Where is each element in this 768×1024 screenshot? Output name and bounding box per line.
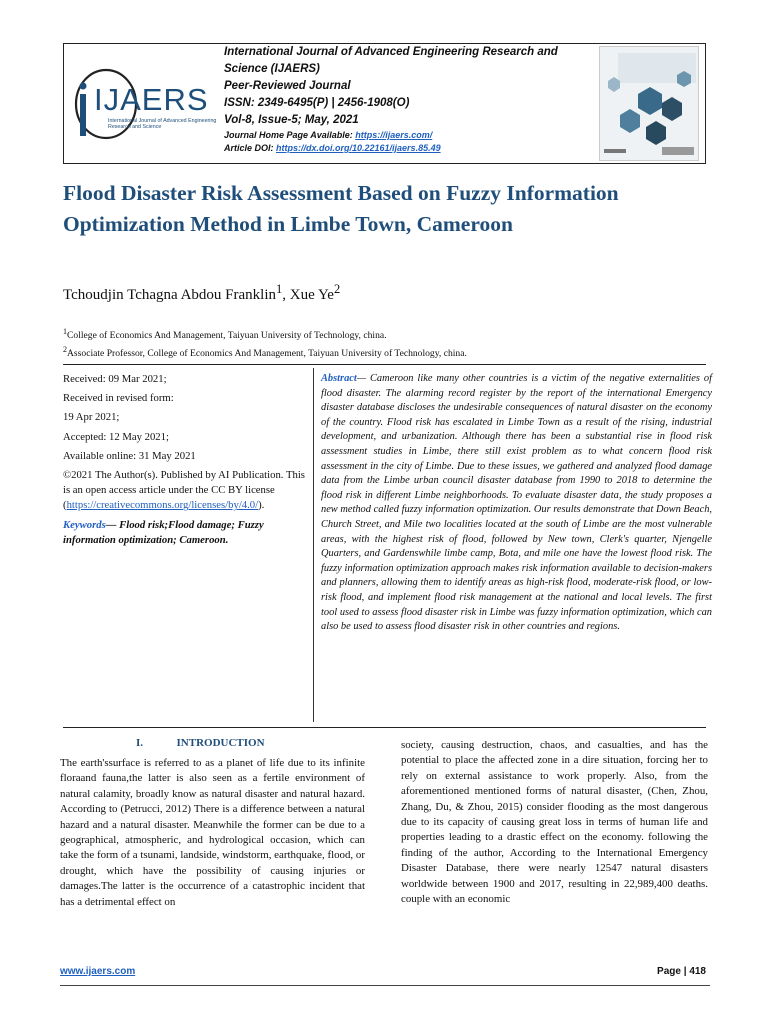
peer-reviewed: Peer-Reviewed Journal xyxy=(224,80,351,92)
section-title: INTRODUCTION xyxy=(176,737,265,749)
affiliation-1-sup: 1 xyxy=(63,327,67,336)
volume-issue: Vol-8, Issue-5; May, 2021 xyxy=(224,114,359,126)
homepage-link[interactable]: https://ijaers.com/ xyxy=(355,130,433,140)
abstract-divider xyxy=(63,727,706,728)
abstract-text: — Cameroon like many other countries is a victim of the negative externalities of flood disaster. The alarming record register by the report of the international Emergency disaster database discloses the undesirable consequences of natural disaster on the economy of the country. Flood risk has escalated in Limbe Town as a result of the rising, industrial development, and urbanization. Although there has been a substantial rise in flood risk assessment studies in Limbe, there still exist problem as to what concern flood risk assessment in the city of Limbe. Due to these issues, we gathered and analyzed flood damage data from the Limbe urban council disaster database from 1990 to 2018 to determine the flood risk in different Limbe neighborhoods. To evaluate disaster data, the study proposes a new method called fuzzy information optimization. Our results demonstrate that Down Beach, Church Street, and Mile two localities located at the south of Limbe are the most vulnerable areas, with the highest risk of flood, followed by New town, Clerk's quarter, Njengelle Quarters, and Gardenswhile limbe camp, Bota, and mile one have the lowest flood risk. The fuzzy information optimization approach makes risk information available to decision-makers and planners, allowing them to identify areas as high-risk flood, moderate-risk flood, or low-risk flood, and implement flood risk management at the national and local levels. The first tool used to assess flood disaster risk in Limbe was fuzzy information optimization, which can also be used to assess flood disaster risk in other countries and regions. xyxy=(321,373,712,633)
revised-label: Received in revised form: xyxy=(63,392,174,405)
affiliation-2-text: Associate Professor, College of Economics And Management, Taiyuan University of Technology, china. xyxy=(67,348,467,360)
journal-title-line-1: International Journal of Advanced Engineering Research and xyxy=(224,46,558,58)
issn: ISSN: 2349-6495(P) | 2456-1908(O) xyxy=(224,97,410,109)
affiliation-2-sup: 2 xyxy=(63,345,67,355)
intro-column-2: society, causing destruction, chaos, and casualties, and has the potential to place the affected zone in a dire situation, forcing her to rely on external assistance to work properly. Also, from the aforementioned mentioned forms of natural disaster, (Chen, Zhou, Zhang, Du, & Zhou, 2015) consider flooding as the most dangerous due to its capacity of causing great loss in terms of human life and properties leading to a drastic effect on the economy. following the finding of the author, According to the International Emergency Disaster Database, there were nearly 12547 natural disasters worldwide between 1900 and 2017, resulting in 22,989,400 deaths. couple with an economic xyxy=(401,739,708,906)
abstract-label: Abstract xyxy=(321,373,357,384)
keywords-text: — Flood risk;Flood damage; Fuzzy information optimization; Cameroon. xyxy=(63,518,264,546)
author-1-sup: 1 xyxy=(276,282,283,296)
top-divider xyxy=(63,364,706,365)
abstract xyxy=(321,372,712,635)
accepted-date: Accepted: 12 May 2021; xyxy=(63,430,169,443)
author-line xyxy=(63,280,340,304)
paper-title: Flood Disaster Risk Assessment Based on Fuzzy Information Optimization Method in Limbe Town, Cameroon xyxy=(63,181,619,236)
article-info-column xyxy=(63,372,309,552)
license-statement xyxy=(63,468,309,514)
logo-subtitle: International Journal of Advanced Engineering Research and Science xyxy=(108,118,217,130)
section-heading xyxy=(136,737,265,749)
cover-hexagons-graphic xyxy=(600,47,699,161)
journal-title-line-2: Science (IJAERS) xyxy=(224,63,320,75)
logo-text: IJAERS xyxy=(94,82,209,117)
license-link[interactable]: https://creativecommons.org/licenses/by/4.0/ xyxy=(66,499,259,512)
keywords xyxy=(63,518,309,548)
footer-page-number xyxy=(657,966,706,977)
author-2: , Xue Ye xyxy=(282,287,334,303)
affiliations xyxy=(63,325,467,361)
page-label: Page | xyxy=(657,966,690,977)
page-number: 418 xyxy=(689,966,706,977)
keywords-label: Keywords xyxy=(63,518,106,531)
license-end: ). xyxy=(258,499,265,512)
affiliation-2 xyxy=(63,343,467,361)
revised-date: 19 Apr 2021; xyxy=(63,411,120,424)
section-number: I. xyxy=(136,737,144,749)
doi-link[interactable]: https://dx.doi.org/10.22161/ijaers.85.49 xyxy=(276,143,441,153)
journal-logo xyxy=(72,64,217,144)
homepage-label: Journal Home Page Available: xyxy=(224,130,356,140)
journal-cover-image xyxy=(599,46,699,161)
homepage-line xyxy=(224,129,604,142)
doi-label: Article DOI: xyxy=(224,143,277,153)
footer-rule xyxy=(60,985,710,986)
author-1: Tchoudjin Tchagna Abdou Franklin xyxy=(63,287,277,303)
footer-website-link[interactable]: www.ijaers.com xyxy=(60,966,136,977)
online-date: Available online: 31 May 2021 xyxy=(63,449,196,462)
journal-info xyxy=(224,44,604,155)
license-text: ©2021 The Author(s). Published by AI Publication. This is an open access article under the CC BY license ( xyxy=(63,469,305,512)
journal-header xyxy=(63,43,706,164)
affiliation-1-text: College of Economics And Management, Taiyuan University of Technology, china. xyxy=(67,330,387,342)
intro-column-1: The earth'ssurface is referred to as a planet of life due to its infinite floraand fauna,the latter is also seen as a fertile environment of natural calamity, broadly know as natural disaster and natural hazard. According to (Petrucci, 2012) There is a difference between a natural hazard and a natural disaster. Meanwhile the former can be due to a geographical, atmospheric, and hydrological occasion, which can take the form of a tsunami, landside, windstorm, earthquake, flood, or drought, which have the possibility of causing injuries or damages.The latter is the occurrence of a catastrophic incident that has a detrimental effect on xyxy=(60,757,365,908)
affiliation-1 xyxy=(63,325,467,343)
column-separator xyxy=(313,368,314,722)
author-2-sup: 2 xyxy=(333,282,341,296)
received-date: Received: 09 Mar 2021; xyxy=(63,373,167,385)
doi-line xyxy=(224,142,604,155)
